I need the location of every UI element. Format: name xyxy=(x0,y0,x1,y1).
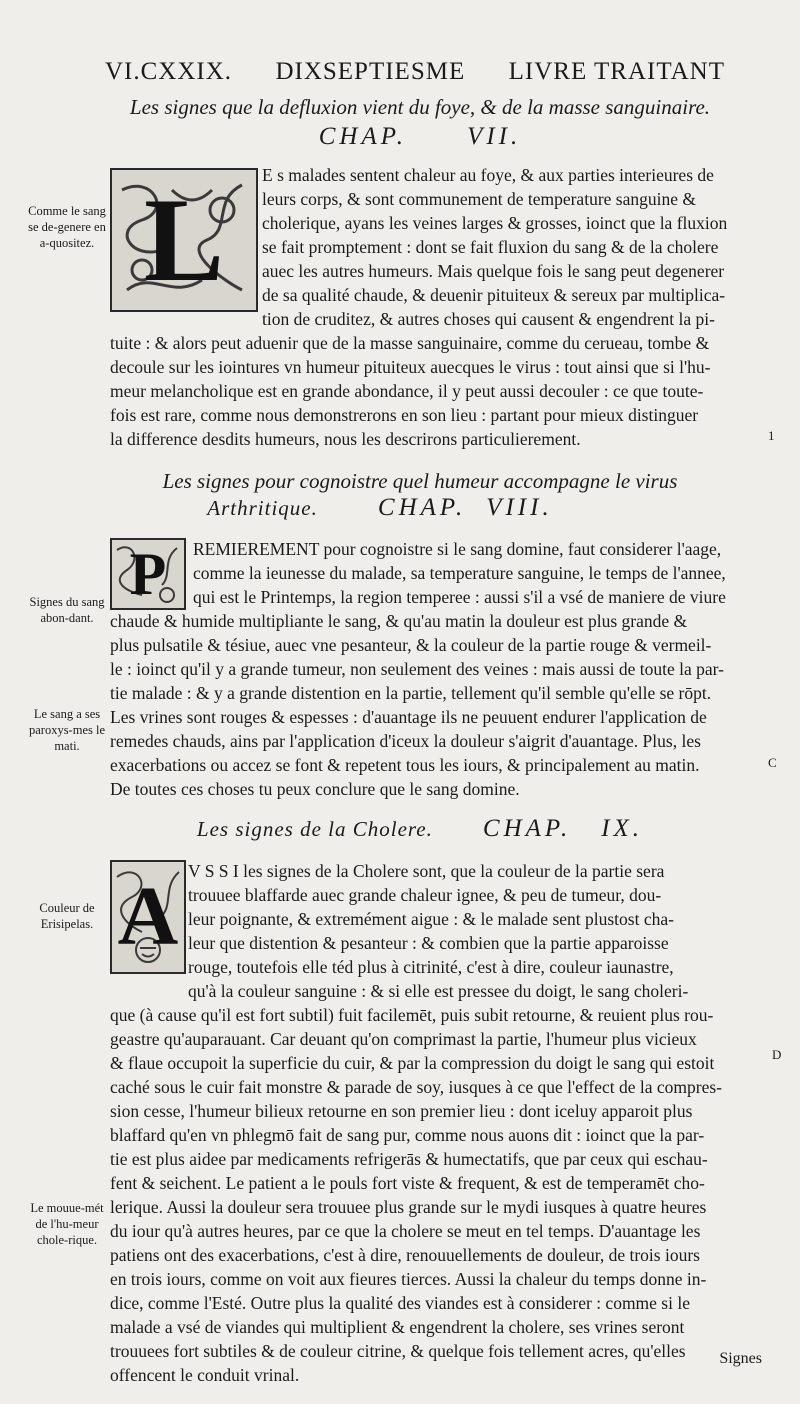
chapter-9-line: lerique. Aussi la douleur sera trouuee plus grande sur le mydi iusques à quatre heures xyxy=(110,1197,707,1217)
chapter-9-line: geastre qu'auparauant. Car deuant qu'on comprimast la partie, l'humeur plus vicieux xyxy=(110,1029,697,1049)
chapter-7-line: fois est rare, comme nous demonstrerons en son lieu : partant pour mieux distinguer xyxy=(110,405,699,425)
chapter-9-label: CHAP. xyxy=(482,815,572,842)
chapter-9-line: dice, comme l'Esté. Outre plus la qualité des viandes est à considerer : comme si le xyxy=(110,1293,690,1313)
chapter-7-line: tion de cruditez, & autres choses qui causent & engendrent la pi- xyxy=(262,309,715,329)
chapter-9-line: & flaue occupoit la superficie du cuir, & par la compression du doigt le sang qui estoit xyxy=(110,1053,715,1073)
chapter-8-line: le : ioinct qu'il y a grande tumeur, non seulement des veines : mais aussi de toute la par- xyxy=(110,659,724,679)
chapter-9-line: en trois iours, comme on voit aux fieures tierces. Aussi la chaleur du temps donne in- xyxy=(110,1269,707,1289)
running-title-right: LIVRE TRAITANT xyxy=(508,58,725,85)
chapter-9-heading xyxy=(100,815,740,843)
chapter-9-line: qu'à la couleur sanguine : & si elle est pressee du doigt, le sang choleri- xyxy=(188,981,689,1001)
chapter-7-subtitle: Les signes que la defluxion vient du foye, & de la masse sanguinaire. xyxy=(129,95,711,119)
chapter-9-line: tie est plus aidee par medicaments refrigerās & humectatifs, que par ceux qui eschau- xyxy=(110,1149,708,1169)
chapter-8-heading xyxy=(60,494,700,522)
chapter-8-line: exacerbations ou accez se font & repetent tous les iours, & principalement au matin. xyxy=(110,755,700,775)
chapter-7-label: CHAP. xyxy=(318,123,408,150)
chapter-7-line: la difference desdits humeurs, nous les descrirons particulierement. xyxy=(110,429,581,449)
chapter-9-line: trouuee blaffarde auec grande chaleur ignee, & peu de tumeur, dou- xyxy=(188,885,662,905)
chapter-7-line: auec les autres humeurs. Mais quelque fois le sang peut degenerer xyxy=(262,261,725,281)
chapter-8-line: qui est le Printemps, la region temperee : aussi s'il a vsé de maniere de viure xyxy=(193,587,726,607)
chapter-9-line: sion cesse, l'humeur bilieux retourne en son premier lieu : dont iceluy apparoit plus xyxy=(110,1101,693,1121)
chapter-7-heading xyxy=(100,123,740,151)
chapter-9-line: fent & seichent. Le patient a le pouls fort viste & frequent, & est de temperamēt cho- xyxy=(110,1173,705,1193)
running-title-left: DIXSEPTIESME xyxy=(275,58,466,85)
chapter-9-line: offencent le conduit vrinal. xyxy=(110,1365,300,1385)
decorated-initial-a: A xyxy=(110,860,186,974)
decorated-initial-l: L xyxy=(110,168,258,312)
margin-note: Signes du sang abon-dant. xyxy=(29,595,105,625)
chapter-9-line: caché sous le cuir fait monstre & parade de soy, iusques à ce que l'effect de la compres- xyxy=(110,1077,723,1097)
chapter-9-line: leur poignante, & extremément aigue : & le malade sent plustost cha- xyxy=(188,909,674,929)
chapter-8-line: chaude & humide multipliante le sang, & qu'au matin la douleur est plus grande & xyxy=(110,611,688,631)
chapter-9-subtitle: Les signes de la Cholere. xyxy=(196,817,433,841)
chapter-9-line: patiens ont des exacerbations, c'est à dire, renouuellements de douleur, de trois iours xyxy=(110,1245,700,1265)
chapter-9-line: rouge, toutefois elle téd plus à citrinité, c'est à dire, couleur iaunastre, xyxy=(188,957,674,977)
edge-mark: 1 xyxy=(768,428,775,443)
chapter-8-line: De toutes ces choses tu peux conclure que le sang domine. xyxy=(110,779,520,799)
chapter-7-line: tuite : & alors peut aduenir que de la masse sanguinaire, comme du cerueau, tombe & xyxy=(110,333,710,353)
chapter-7-line: se fait promptement : dont se fait fluxion du sang & de la cholere xyxy=(262,237,719,257)
chapter-8-subtitle-1: Les signes pour cognoistre quel humeur accompagne le virus xyxy=(162,469,678,493)
chapter-9-line: trouuees fort subtiles & de couleur citrine, & quelque fois tellement acres, qu'elles xyxy=(110,1341,686,1361)
chapter-8-line: Les vrines sont rouges & espesses : d'auantage ils ne peuuent endurer l'application de xyxy=(110,707,707,727)
chapter-8-line: comme la ieunesse du malade, sa temperature sanguine, le temps de l'annee, xyxy=(193,563,726,583)
chapter-9-line: leur que distention & pesanteur : & combien que la partie apparoisse xyxy=(188,933,669,953)
edge-mark: D xyxy=(772,1047,782,1062)
chapter-8-line: remedes chauds, ains par l'application d'iceux la douleur s'aigrit d'auantage. Plus, les xyxy=(110,731,701,751)
chapter-8-number: VIII. xyxy=(486,494,553,521)
running-head xyxy=(105,58,725,86)
decorated-initial-p: P xyxy=(110,538,186,610)
chapter-7-line: decoule sur les iointures vn humeur pituiteux auecques le virus : tout ainsi que si l'hu- xyxy=(110,357,711,377)
chapter-7-line: de sa qualité chaude, & deuenir pituiteux & sereux par multiplica- xyxy=(262,285,726,305)
margin-note: Le sang a ses paroxys-mes le mati. xyxy=(28,707,106,753)
chapter-7-line: cholerique, ayans les veines larges & grosses, ioinct que la fluxion xyxy=(262,213,728,233)
chapter-9-line: du iour qu'à autres heures, par ce que la cholere se meut en tel temps. D'auantage les xyxy=(110,1221,701,1241)
chapter-7-line: meur melancholique est en grande abondance, il y peut aussi decouler : ce que toute- xyxy=(110,381,704,401)
chapter-9-number: IX. xyxy=(601,815,644,842)
folio-number: VI.CXXIX. xyxy=(105,58,233,85)
chapter-8-subtitle-2: Arthritique. xyxy=(207,496,318,520)
chapter-9-line: blaffard qu'en vn phlegmō fait de sang pur, comme nous auons dit : ioinct que la par- xyxy=(110,1125,705,1145)
chapter-9-line: V S S I les signes de la Cholere sont, que la couleur de la partie sera xyxy=(188,861,665,881)
chapter-7-number: VII. xyxy=(467,123,522,150)
chapter-7-line: E s malades sentent chaleur au foye, & aux parties interieures de xyxy=(262,165,714,185)
edge-mark: C xyxy=(768,755,777,770)
chapter-8-line: tie malade : & y a grande distention en la partie, tellement qu'il semble qu'elle se rōpt. xyxy=(110,683,712,703)
chapter-7-line: leurs corps, & sont communement de temperature sanguine & xyxy=(262,189,696,209)
chapter-8-line: plus pulsatile & tésiue, auec vne pesanteur, & la couleur de la partie rouge & vermeil- xyxy=(110,635,712,655)
chapter-8-line: REMIEREMENT pour cognoistre si le sang domine, faut considerer l'aage, xyxy=(193,539,722,559)
chapter-9-line: malade a vsé de viandes qui multiplient & engendrent la cholere, ses vrines seront xyxy=(110,1317,685,1337)
chapter-9-line: que (à cause qu'il est fort subtil) fuit facilemēt, puis subit retourne, & reuient plus rou- xyxy=(110,1005,714,1025)
margin-note: Comme le sang se de-genere en a-quositez. xyxy=(28,204,106,250)
margin-note: Le mouue-mét de l'hu-meur chole-rique. xyxy=(30,1201,104,1247)
chapter-8-label: CHAP. xyxy=(377,494,467,521)
catchword: Signes xyxy=(719,1350,762,1367)
margin-note: Couleur de Erisipelas. xyxy=(39,901,95,931)
